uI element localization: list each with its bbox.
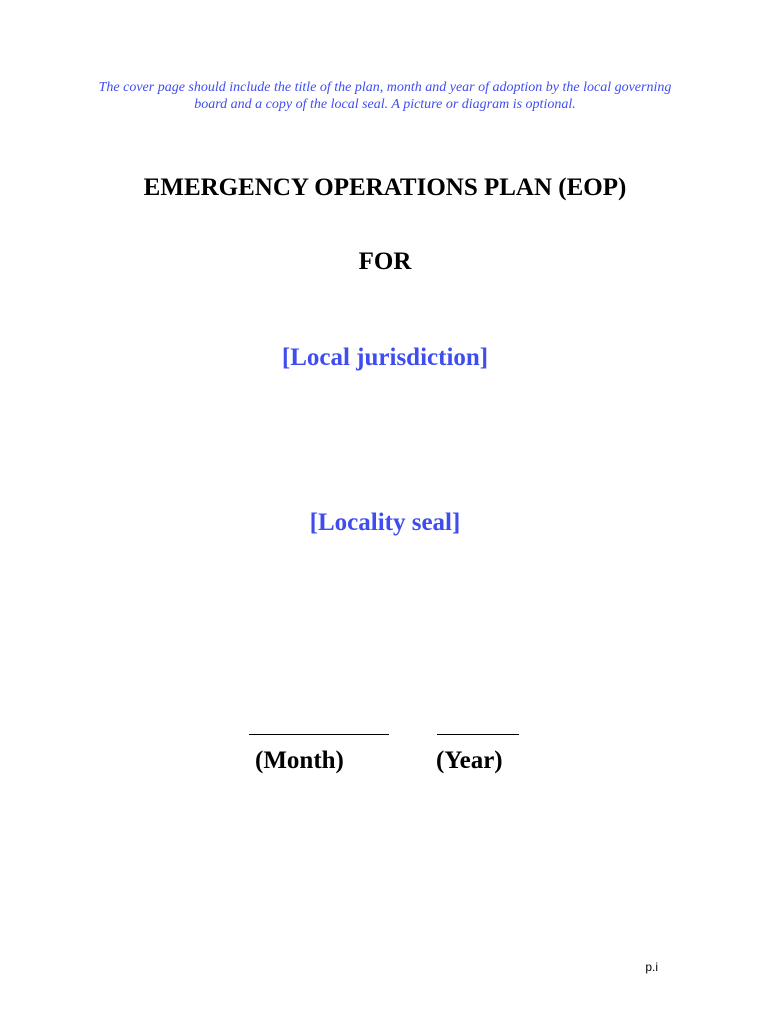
year-blank-line (437, 734, 519, 735)
month-blank-line (249, 734, 389, 735)
plan-title: EMERGENCY OPERATIONS PLAN (EOP) (143, 174, 627, 201)
locality-seal-placeholder: [Locality seal] (309, 509, 461, 536)
year-label: (Year) (436, 747, 503, 774)
month-label: (Month) (255, 747, 344, 774)
for-label: FOR (358, 248, 412, 275)
instructions-line-1: The cover page should include the title of the plan, month and year of adoption by the local governing (98, 80, 672, 95)
page-number: p.i (645, 960, 658, 974)
cover-page-instructions (60, 79, 710, 113)
jurisdiction-placeholder: [Local jurisdiction] (281, 344, 489, 371)
instructions-line-2: board and a copy of the local seal. A picture or diagram is optional. (194, 97, 576, 112)
